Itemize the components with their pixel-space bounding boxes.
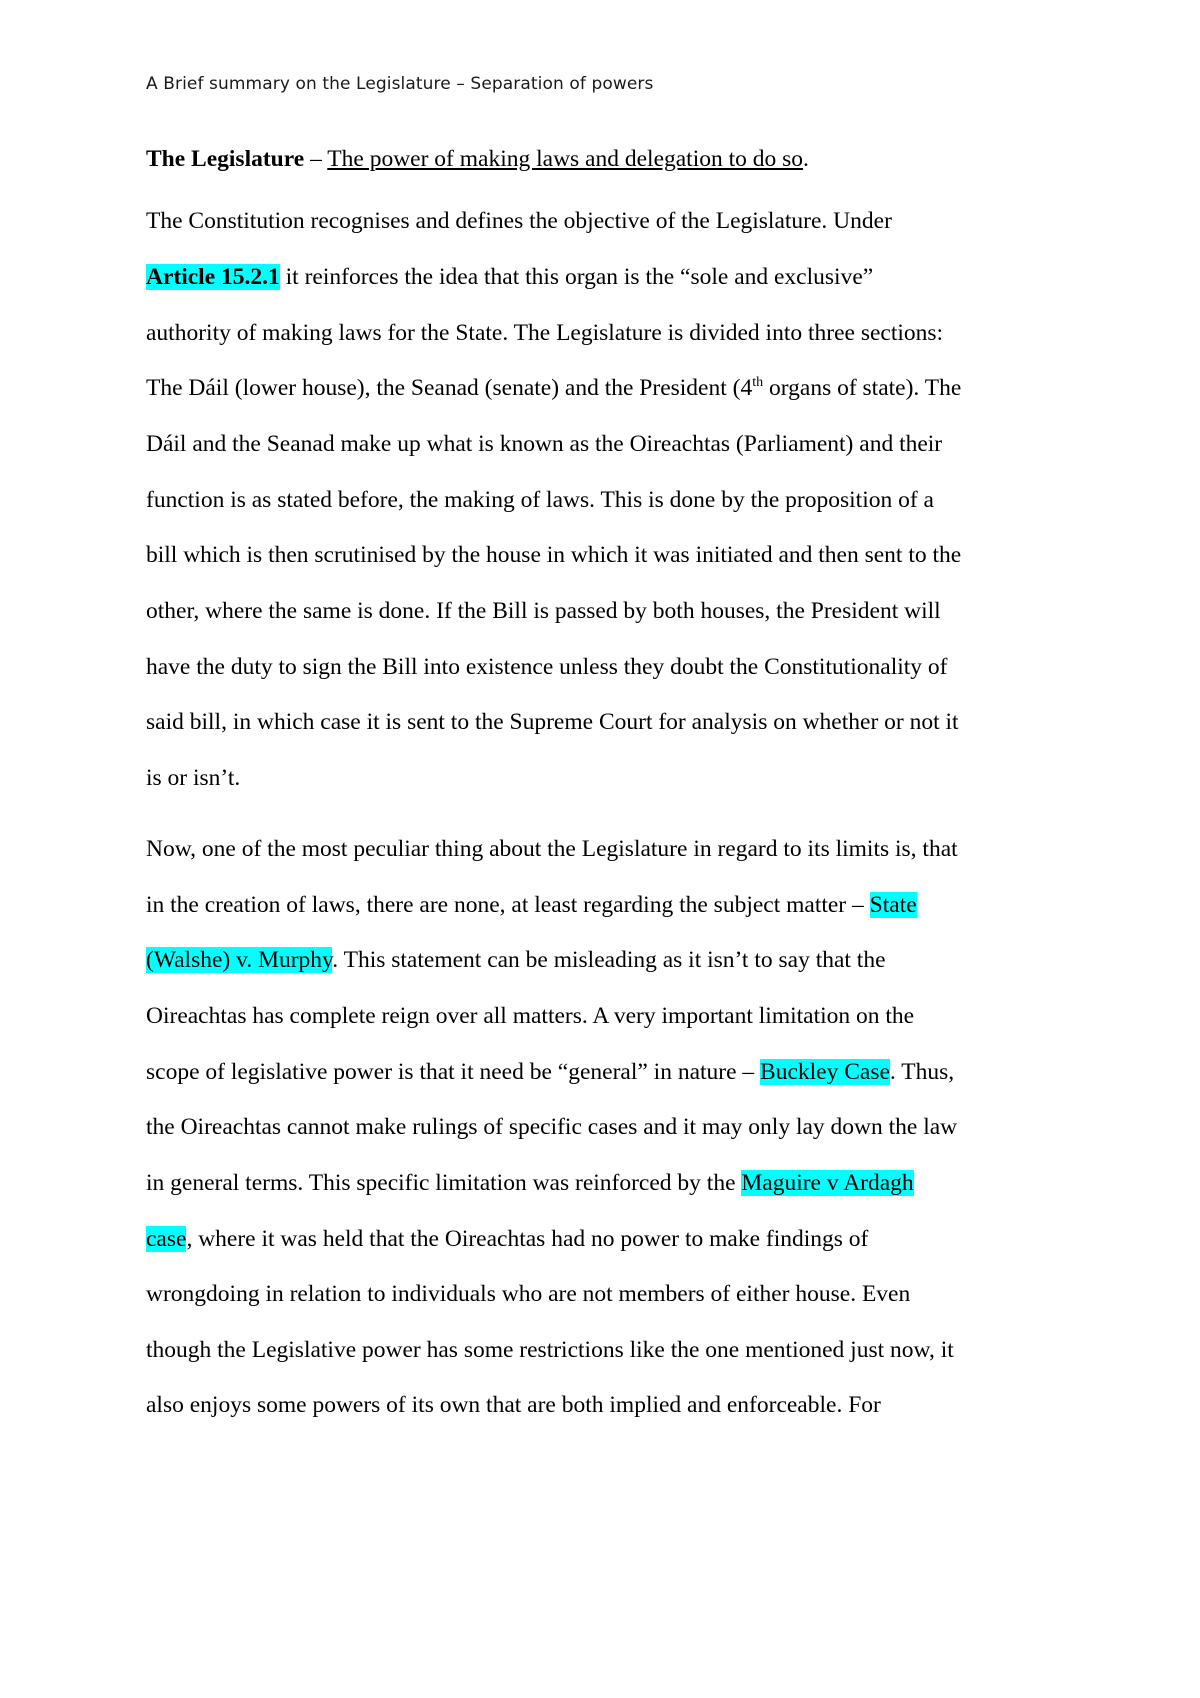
- section-heading: [146, 146, 809, 173]
- highlight-case-state: State: [869, 892, 917, 918]
- text-line: the Oireachtas cannot make rulings of specific cases and it may only lay down the law: [146, 1114, 958, 1140]
- highlight-case-maguire-cont: case: [146, 1226, 187, 1252]
- heading-title: The Legislature: [146, 146, 305, 172]
- text-line: though the Legislative power has some restrictions like the one mentioned just now, it: [146, 1337, 954, 1363]
- heading-dash: –: [304, 146, 328, 172]
- text-line: Dáil and the Seanad make up what is known as the Oireachtas (Parliament) and their: [146, 431, 943, 457]
- heading-subtitle: The power of making laws and delegation to do so: [327, 146, 804, 172]
- highlight-article: Article 15.2.1: [146, 264, 280, 290]
- text-line: The Dáil (lower house), the Seanad (senate) and the President (4th organs of state). The: [146, 375, 962, 401]
- text-line: (Walshe) v. Murphy. This statement can be misleading as it isn’t to say that the: [146, 947, 886, 973]
- text-line: bill which is then scrutinised by the house in which it was initiated and then sent to the: [146, 542, 962, 568]
- highlight-case-buckley: Buckley Case: [760, 1059, 890, 1085]
- text-line: in general terms. This specific limitation was reinforced by the Maguire v Ardagh: [146, 1170, 914, 1196]
- text-line: The Constitution recognises and defines the objective of the Legislature. Under: [146, 208, 892, 234]
- text-line: also enjoys some powers of its own that are both implied and enforceable. For: [146, 1392, 881, 1418]
- superscript: th: [752, 375, 764, 390]
- text-line: wrongdoing in relation to individuals who are not members of either house. Even: [146, 1281, 911, 1307]
- page-header: A Brief summary on the Legislature – Separation of powers: [146, 74, 654, 94]
- heading-period: .: [803, 146, 809, 172]
- text-line: other, where the same is done. If the Bill is passed by both houses, the President will: [146, 598, 941, 624]
- text-line: have the duty to sign the Bill into existence unless they doubt the Constitutionality of: [146, 654, 948, 680]
- text-line: Oireachtas has complete reign over all matters. A very important limitation on the: [146, 1003, 915, 1029]
- text-line: in the creation of laws, there are none, at least regarding the subject matter – State: [146, 892, 917, 918]
- text-line: Article 15.2.1 it reinforces the idea that this organ is the “sole and exclusive”: [146, 264, 874, 290]
- text-line: said bill, in which case it is sent to the Supreme Court for analysis on whether or not it: [146, 709, 959, 735]
- text-line: scope of legislative power is that it need be “general” in nature – Buckley Case. Thus,: [146, 1059, 955, 1085]
- text-line: Now, one of the most peculiar thing about the Legislature in regard to its limits is, that: [146, 836, 958, 862]
- text-line: function is as stated before, the making of laws. This is done by the proposition of a: [146, 487, 934, 513]
- highlight-case-walshe: (Walshe) v. Murphy: [146, 947, 333, 973]
- text-line: is or isn’t.: [146, 765, 241, 791]
- text-line: case, where it was held that the Oireachtas had no power to make findings of: [146, 1226, 869, 1252]
- text-line: authority of making laws for the State. The Legislature is divided into three sections:: [146, 320, 944, 346]
- highlight-case-maguire: Maguire v Ardagh: [741, 1170, 914, 1196]
